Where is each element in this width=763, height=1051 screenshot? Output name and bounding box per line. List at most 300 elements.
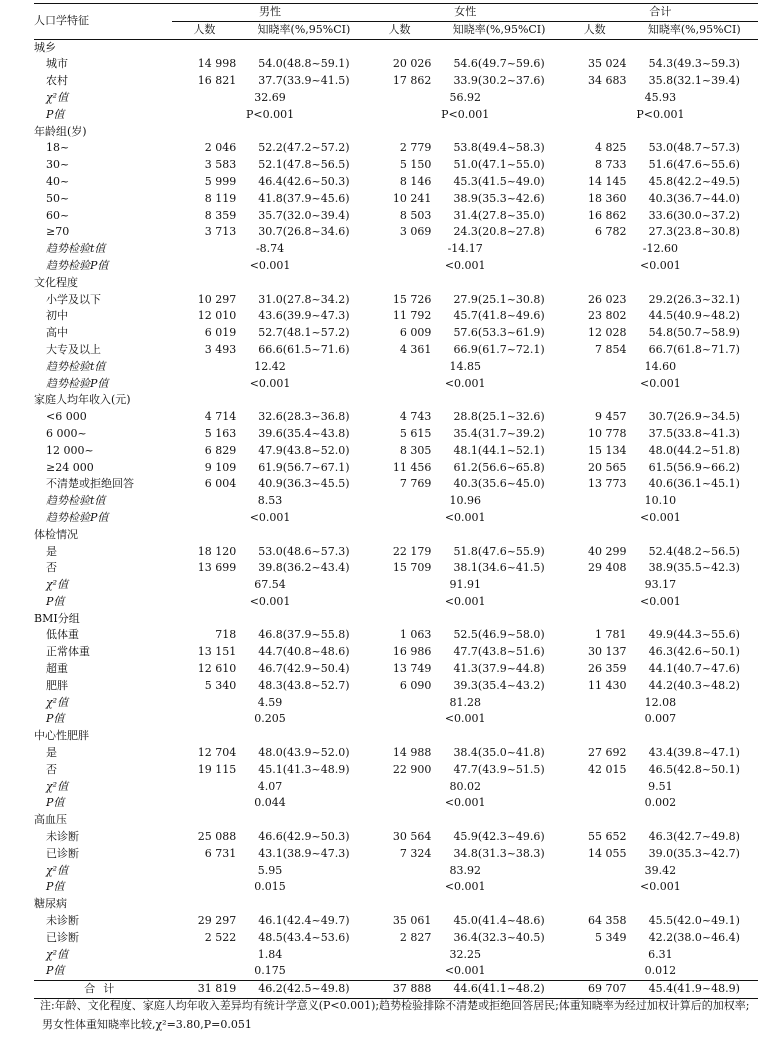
count-cell: 30 564 — [392, 830, 432, 844]
stat-value: 6.31 — [648, 947, 673, 961]
rate-cell: 52.2(47.2~57.2) — [258, 141, 350, 155]
stat-value: 10.10 — [644, 494, 677, 508]
row-label: 否 — [46, 561, 57, 575]
count-cell: 35 061 — [392, 914, 432, 928]
count-cell: 2 522 — [204, 930, 237, 944]
stat-value: 0.175 — [254, 964, 286, 978]
count-cell: 4 743 — [399, 410, 432, 424]
table-row — [34, 930, 758, 947]
table-header-row-1 — [34, 4, 758, 22]
count-cell: 9 109 — [204, 460, 237, 474]
empty-cell — [172, 812, 240, 829]
rate-cell: 36.4(32.3~40.5) — [453, 930, 545, 944]
stat-label: χ²值 — [46, 695, 69, 709]
count-cell: 3 583 — [204, 158, 237, 172]
stat-value: 4.07 — [257, 779, 283, 793]
stat-label: P值 — [46, 712, 65, 726]
count-cell: 6 004 — [204, 477, 237, 491]
empty-cell — [368, 812, 436, 829]
empty-cell — [435, 728, 562, 745]
row-label: 否 — [46, 762, 57, 776]
rate-cell: 53.0(48.7~57.3) — [648, 141, 740, 155]
stat-row — [34, 947, 758, 964]
table-row — [34, 745, 758, 762]
count-cell: 25 088 — [197, 830, 237, 844]
count-cell: 18 120 — [197, 544, 237, 558]
rate-cell: 52.1(47.8~56.5) — [258, 158, 350, 172]
rate-cell: 44.5(40.9~48.2) — [648, 309, 740, 323]
empty-cell — [435, 39, 562, 56]
header-count: 人数 — [368, 21, 436, 39]
empty-cell — [631, 124, 758, 141]
table-row — [34, 292, 758, 309]
count-cell: 8 359 — [204, 208, 237, 222]
rate-cell: 29.2(26.3~32.1) — [648, 292, 740, 306]
stat-row — [34, 863, 758, 880]
row-label: 是 — [46, 544, 57, 558]
count-cell: 8 733 — [595, 158, 627, 172]
table-row — [34, 208, 758, 225]
empty-cell — [240, 728, 367, 745]
stat-value: 32.25 — [449, 947, 481, 961]
rate-cell: 33.6(30.0~37.2) — [648, 208, 740, 222]
header-group-female: 女性 — [368, 4, 563, 22]
rate-cell: 54.0(48.8~59.1) — [258, 57, 350, 71]
rate-cell: 52.5(46.9~58.0) — [453, 628, 545, 642]
stat-value: <0.001 — [444, 594, 486, 608]
count-cell: 5 163 — [204, 426, 237, 440]
stat-value: <0.001 — [249, 258, 291, 272]
stat-value: 10.96 — [449, 494, 481, 508]
rate-cell: 43.6(39.9~47.3) — [258, 309, 350, 323]
rate-cell: 45.4(41.9~48.9) — [631, 981, 758, 999]
stat-value: 0.044 — [254, 796, 286, 810]
count-cell: 26 359 — [588, 662, 627, 676]
stat-value: <0.001 — [640, 258, 681, 272]
empty-cell — [172, 275, 240, 292]
empty-cell — [563, 896, 631, 913]
stat-label: χ²值 — [46, 863, 69, 877]
rate-cell: 41.3(37.9~44.8) — [453, 662, 545, 676]
empty-cell — [240, 392, 367, 409]
empty-cell — [368, 527, 436, 544]
empty-cell — [563, 392, 631, 409]
row-label: 低体重 — [46, 628, 79, 642]
rate-cell: 44.7(40.8~48.6) — [258, 645, 350, 659]
stat-label: 趋势检验t值 — [46, 242, 106, 256]
count-cell: 22 179 — [392, 544, 432, 558]
rate-cell: 27.9(25.1~30.8) — [453, 292, 545, 306]
empty-cell — [631, 812, 758, 829]
stat-value: 14.85 — [449, 359, 481, 373]
stat-row — [34, 510, 758, 527]
row-label: 是 — [46, 746, 57, 760]
section-title: 糖尿病 — [34, 897, 67, 911]
empty-cell — [435, 896, 562, 913]
section-row — [34, 611, 758, 628]
rate-cell: 48.5(43.4~53.6) — [258, 930, 350, 944]
stat-value: <0.001 — [444, 712, 486, 726]
table-row — [34, 762, 758, 779]
rate-cell: 47.7(43.9~51.5) — [453, 762, 545, 776]
count-cell: 6 019 — [204, 326, 237, 340]
rate-cell: 45.3(41.5~49.0) — [453, 174, 545, 188]
stat-row — [34, 779, 758, 796]
rate-cell: 46.7(42.9~50.4) — [258, 662, 350, 676]
section-title: 城乡 — [34, 40, 56, 54]
stat-value: 8.53 — [257, 494, 283, 508]
empty-cell — [631, 527, 758, 544]
rate-cell: 31.0(27.8~34.2) — [258, 292, 350, 306]
count-cell: 15 726 — [392, 292, 432, 306]
rate-cell: 37.7(33.9~41.5) — [258, 74, 350, 88]
rate-cell: 46.5(42.8~50.1) — [648, 762, 740, 776]
rate-cell: 66.6(61.5~71.6) — [258, 342, 350, 356]
count-cell: 12 704 — [197, 746, 237, 760]
count-cell: 8 503 — [399, 208, 432, 222]
row-label: 18~ — [46, 141, 70, 155]
rate-cell: 28.8(25.1~32.6) — [453, 410, 545, 424]
count-cell: 5 349 — [595, 930, 627, 944]
count-cell: 8 119 — [204, 191, 237, 205]
empty-cell — [563, 527, 631, 544]
rate-cell: 48.1(44.1~52.1) — [453, 443, 545, 457]
rate-cell: 44.2(40.3~48.2) — [648, 678, 740, 692]
count-cell: 3 713 — [204, 225, 237, 239]
count-cell: 718 — [215, 628, 237, 642]
row-label: <6 000 — [46, 410, 87, 424]
rate-cell: 47.7(43.8~51.6) — [453, 645, 545, 659]
rate-cell: 48.0(43.9~52.0) — [258, 746, 350, 760]
empty-cell — [631, 275, 758, 292]
table-row — [34, 342, 758, 359]
empty-cell — [172, 896, 240, 913]
empty-cell — [172, 124, 240, 141]
row-label: 40~ — [46, 174, 70, 188]
row-label: 高中 — [46, 326, 68, 340]
row-label: ≥24 000 — [46, 460, 94, 474]
empty-cell — [563, 611, 631, 628]
stat-value: 83.92 — [449, 863, 481, 877]
count-cell: 5 340 — [204, 678, 237, 692]
stat-label: χ²值 — [46, 578, 69, 592]
rate-cell: 40.3(35.6~45.0) — [453, 477, 545, 491]
table-row — [34, 460, 758, 477]
stat-row — [34, 577, 758, 594]
stat-label: 趋势检验t值 — [46, 359, 106, 373]
row-label: 50~ — [46, 191, 70, 205]
rate-cell: 51.8(47.6~55.9) — [453, 544, 545, 558]
stat-label: P值 — [46, 964, 65, 978]
table-row — [34, 678, 758, 695]
rate-cell: 38.1(34.6~41.5) — [453, 561, 545, 575]
rate-cell: 61.9(56.7~67.1) — [258, 460, 350, 474]
empty-cell — [368, 728, 436, 745]
empty-cell — [435, 527, 562, 544]
stat-value: <0.001 — [249, 510, 291, 524]
row-label: 已诊断 — [46, 930, 79, 944]
count-cell: 10 241 — [392, 191, 432, 205]
row-label: 正常体重 — [46, 645, 90, 659]
empty-cell — [240, 611, 367, 628]
count-cell: 19 115 — [197, 762, 237, 776]
table-footnote: 注:年龄、文化程度、家庭人均年收入差异均有统计学意义(P<0.001);趋势检验排除不清楚或拒绝回答居民;体重知晓率为经过加权计算后的加权率;男女性体重知晓率比较,χ²=3.80,P=0.051 — [40, 999, 750, 1031]
count-cell: 7 854 — [595, 342, 627, 356]
header-count: 人数 — [172, 21, 240, 39]
stat-value: -8.74 — [255, 242, 285, 256]
stat-label: χ²值 — [46, 90, 69, 104]
row-label: 未诊断 — [46, 830, 79, 844]
rate-cell: 32.6(28.3~36.8) — [258, 410, 350, 424]
rate-cell: 41.8(37.9~45.6) — [258, 191, 350, 205]
stat-value: <0.001 — [444, 258, 486, 272]
empty-cell — [563, 275, 631, 292]
section-row — [34, 896, 758, 913]
count-cell: 29 297 — [197, 914, 237, 928]
table-row — [34, 846, 758, 863]
stat-value: 56.92 — [449, 90, 481, 104]
row-label: 6 000~ — [46, 426, 87, 440]
rate-cell: 30.7(26.8~34.6) — [258, 225, 350, 239]
stat-value: P<0.001 — [245, 107, 295, 121]
rate-cell: 51.0(47.1~55.0) — [453, 158, 545, 172]
stat-value: P<0.001 — [441, 107, 490, 121]
stat-value: <0.001 — [249, 376, 291, 390]
count-cell: 12 010 — [197, 309, 237, 323]
empty-cell — [435, 124, 562, 141]
empty-cell — [368, 611, 436, 628]
count-cell: 7 324 — [399, 846, 432, 860]
count-cell: 6 009 — [399, 326, 432, 340]
count-cell: 15 709 — [392, 561, 432, 575]
header-rate: 知晓率(%,95%CI) — [240, 21, 367, 39]
row-label: 不清楚或拒绝回答 — [46, 477, 134, 491]
stat-row — [34, 795, 758, 812]
stat-label: P值 — [46, 880, 65, 894]
table-row — [34, 644, 758, 661]
rate-cell: 52.7(48.1~57.2) — [258, 326, 350, 340]
count-cell: 23 802 — [588, 309, 627, 323]
empty-cell — [172, 527, 240, 544]
count-cell: 4 361 — [399, 342, 432, 356]
rate-cell: 48.3(43.8~52.7) — [258, 678, 350, 692]
table-row — [34, 661, 758, 678]
stat-value: 80.02 — [449, 779, 481, 793]
stat-value: <0.001 — [640, 880, 681, 894]
empty-cell — [240, 896, 367, 913]
stat-value: <0.001 — [640, 594, 681, 608]
count-cell: 5 999 — [204, 174, 237, 188]
count-cell: 9 457 — [595, 410, 627, 424]
table-row — [34, 627, 758, 644]
stat-value: 5.95 — [257, 863, 283, 877]
rate-cell: 54.3(49.3~59.3) — [648, 57, 740, 71]
stat-value: <0.001 — [444, 964, 486, 978]
count-cell: 17 862 — [392, 74, 432, 88]
stat-row — [34, 376, 758, 393]
rate-cell: 39.3(35.4~43.2) — [453, 678, 545, 692]
table-row — [34, 544, 758, 561]
empty-cell — [631, 896, 758, 913]
header-rate: 知晓率(%,95%CI) — [435, 21, 562, 39]
empty-cell — [240, 812, 367, 829]
count-cell: 14 988 — [392, 746, 432, 760]
stat-value: 0.002 — [644, 796, 677, 810]
rate-cell: 38.9(35.5~42.3) — [648, 561, 740, 575]
empty-cell — [435, 275, 562, 292]
rate-cell: 38.4(35.0~41.8) — [453, 746, 545, 760]
stat-row — [34, 879, 758, 896]
count-cell: 42 015 — [588, 762, 627, 776]
count-cell: 40 299 — [588, 544, 627, 558]
rate-cell: 39.8(36.2~43.4) — [258, 561, 350, 575]
count-cell: 35 024 — [588, 57, 627, 71]
stat-label: χ²值 — [46, 779, 69, 793]
stat-value: 93.17 — [644, 578, 677, 592]
empty-cell — [240, 275, 367, 292]
rate-cell: 37.5(33.8~41.3) — [648, 426, 740, 440]
rate-cell: 47.9(43.8~52.0) — [258, 443, 350, 457]
stat-value: <0.001 — [444, 376, 486, 390]
stat-row — [34, 241, 758, 258]
empty-cell — [631, 728, 758, 745]
count-cell: 13 773 — [588, 477, 627, 491]
rate-cell: 54.6(49.7~59.6) — [453, 57, 545, 71]
count-cell: 11 456 — [392, 460, 432, 474]
count-cell: 13 749 — [392, 662, 432, 676]
count-cell: 6 731 — [204, 846, 237, 860]
empty-cell — [631, 39, 758, 56]
rate-cell: 45.8(42.2~49.5) — [648, 174, 740, 188]
row-label: 12 000~ — [46, 443, 94, 457]
rate-cell: 34.8(31.3~38.3) — [453, 846, 545, 860]
section-row — [34, 812, 758, 829]
count-cell: 14 055 — [588, 846, 627, 860]
count-cell: 13 151 — [197, 645, 237, 659]
count-cell: 29 408 — [588, 561, 627, 575]
count-cell: 16 862 — [588, 208, 627, 222]
table-row — [34, 140, 758, 157]
stat-value: -12.60 — [642, 242, 678, 256]
section-title: 高血压 — [34, 813, 67, 827]
stat-label: P值 — [46, 796, 65, 810]
stat-label: 趋势检验P值 — [46, 510, 109, 524]
section-row — [34, 124, 758, 141]
count-cell: 8 146 — [399, 174, 432, 188]
count-cell: 2 046 — [204, 141, 237, 155]
rate-cell: 45.0(41.4~48.6) — [453, 914, 545, 928]
section-row — [34, 39, 758, 56]
empty-cell — [172, 392, 240, 409]
empty-cell — [368, 39, 436, 56]
count-cell: 37 888 — [368, 981, 436, 999]
count-cell: 12 028 — [588, 326, 627, 340]
count-cell: 10 297 — [197, 292, 237, 306]
row-label: 小学及以下 — [46, 292, 101, 306]
count-cell: 11 792 — [392, 309, 432, 323]
count-cell: 15 134 — [588, 443, 627, 457]
stat-value: <0.001 — [640, 376, 681, 390]
count-cell: 3 493 — [204, 342, 237, 356]
row-label: 城市 — [46, 57, 68, 71]
stat-value: <0.001 — [444, 880, 486, 894]
rate-cell: 45.7(41.8~49.6) — [453, 309, 545, 323]
section-title: 年龄组(岁) — [34, 124, 87, 138]
stat-label: 趋势检验t值 — [46, 494, 106, 508]
stat-value: 9.51 — [648, 779, 673, 793]
count-cell: 8 305 — [399, 443, 432, 457]
rate-cell: 52.4(48.2~56.5) — [648, 544, 740, 558]
stat-row — [34, 711, 758, 728]
stat-value: 14.60 — [644, 359, 677, 373]
count-cell: 14 145 — [588, 174, 627, 188]
rate-cell: 39.6(35.4~43.8) — [258, 426, 350, 440]
empty-cell — [172, 611, 240, 628]
count-cell: 20 565 — [588, 460, 627, 474]
count-cell: 16 821 — [197, 74, 237, 88]
section-row — [34, 527, 758, 544]
row-label: 农村 — [46, 74, 68, 88]
rate-cell: 40.9(36.3~45.5) — [258, 477, 350, 491]
rate-cell: 30.7(26.9~34.5) — [648, 410, 740, 424]
row-label: 已诊断 — [46, 846, 79, 860]
stat-value: 4.59 — [257, 695, 283, 709]
header-group-male: 男性 — [172, 4, 367, 22]
rate-cell: 33.9(30.2~37.6) — [453, 74, 545, 88]
empty-cell — [631, 392, 758, 409]
count-cell: 20 026 — [392, 57, 432, 71]
count-cell: 30 137 — [588, 645, 627, 659]
stat-row — [34, 493, 758, 510]
stat-row — [34, 90, 758, 107]
rate-cell: 45.9(42.3~49.6) — [453, 830, 545, 844]
table-row — [34, 308, 758, 325]
stat-value: <0.001 — [249, 594, 291, 608]
stat-row — [34, 107, 758, 124]
rate-cell: 51.6(47.6~55.6) — [648, 158, 740, 172]
count-cell: 10 778 — [588, 426, 627, 440]
row-label: 大专及以上 — [46, 342, 101, 356]
section-row — [34, 275, 758, 292]
table-row — [34, 829, 758, 846]
empty-cell — [563, 812, 631, 829]
count-cell: 2 779 — [399, 141, 432, 155]
count-cell: 2 827 — [399, 930, 432, 944]
rate-cell: 54.8(50.7~58.9) — [648, 326, 740, 340]
count-cell: 31 819 — [172, 981, 240, 999]
count-cell: 55 652 — [588, 830, 627, 844]
stat-label: 趋势检验P值 — [46, 258, 109, 272]
section-row — [34, 392, 758, 409]
stat-value: 0.015 — [254, 880, 286, 894]
rate-cell: 45.5(42.0~49.1) — [648, 914, 740, 928]
count-cell: 7 769 — [399, 477, 432, 491]
rate-cell: 40.3(36.7~44.0) — [648, 191, 740, 205]
rate-cell: 24.3(20.8~27.8) — [453, 225, 545, 239]
count-cell: 26 023 — [588, 292, 627, 306]
section-title: BMI分组 — [34, 611, 80, 625]
empty-cell — [563, 39, 631, 56]
stat-value: 32.69 — [254, 90, 286, 104]
stat-label: χ²值 — [46, 947, 69, 961]
table-row — [34, 426, 758, 443]
rate-cell: 46.6(42.9~50.3) — [258, 830, 350, 844]
rate-cell: 45.1(41.3~48.9) — [258, 762, 350, 776]
table-row — [34, 157, 758, 174]
stat-row — [34, 359, 758, 376]
empty-cell — [435, 812, 562, 829]
empty-cell — [368, 124, 436, 141]
